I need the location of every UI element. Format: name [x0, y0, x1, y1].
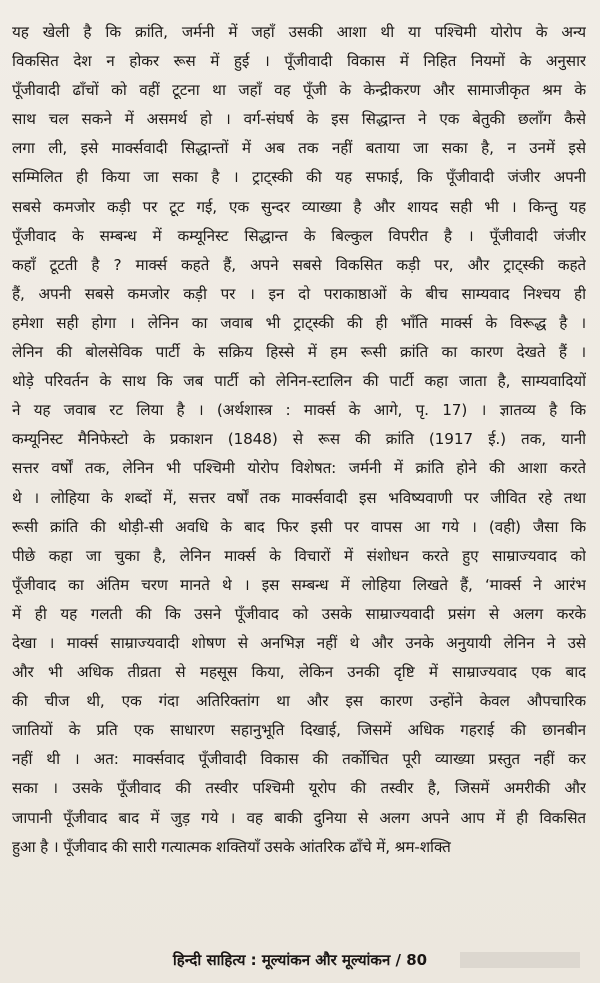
text-line: पूँजीवाद का अंतिम चरण मानते थे । इस सम्बन्ध में लोहिया लिखते हैं, ‘मार्क्स ने आरंभ [12, 575, 586, 594]
text-line: पूँजीवाद के सम्बन्ध में कम्यूनिस्ट सिद्धान्त के बिल्कुल विपरीत है । पूँजीवादी जंजीर [12, 226, 586, 245]
text-line: हैं, अपनी सबसे कमजोर कड़ी पर । इन दो पराकाष्ठाओं के बीच साम्यवाद निश्चय ही [12, 284, 586, 303]
text-line: विकसित देश न होकर रूस में हुई । पूँजीवादी विकास में निहित नियमों के अनुसार [12, 52, 586, 71]
page-footer: हिन्दी साहित्य : मूल्यांकन और मूल्यांकन / 80 [172, 951, 428, 969]
text-line: सत्तर वर्षों तक, लेनिन भी पश्चिमी योरोप विशेषत: जर्मनी में क्रांति होने की आशा करते [12, 459, 586, 478]
text-line: की चीज थी, एक गंदा अतिरिक्तांग था और इस कारण उन्होंने केवल औपचारिक [12, 692, 586, 711]
text-line: यह खेली है कि क्रांति, जर्मनी में जहाँ उसकी आशा थी या पश्चिमी योरोप के अन्य [12, 23, 586, 41]
text-line: थोड़े परिवर्तन के साथ कि जब पार्टी को लेनिन-स्टालिन की पार्टी कहा जाता है, साम्यवादियों [12, 372, 586, 391]
text-line: जापानी पूँजीवाद बाद में जुड़ गये । वह बाकी दुनिया से अलग अपने आप में ही विकसित [12, 808, 586, 827]
text-line: नहीं थी । अत: मार्क्सवाद पूँजीवादी विकास की तर्कोचित पूरी व्याख्या प्रस्तुत नहीं कर [12, 750, 586, 769]
text-line: हमेशा सही होगा । लेनिन का जवाब भी ट्राट्स्की की ही भाँति मार्क्स के विरूद्ध है । [12, 313, 586, 332]
text-line: देखा । मार्क्स साम्राज्यवादी शोषण से अनभिज्ञ नहीं थे और उनके अनुयायी लेनिन ने उसे [12, 633, 586, 652]
body-text [12, 18, 586, 862]
text-line: लगा ली, इसे मार्क्सवादी सिद्धान्तों में अब तक नहीं बताया जा सका है, न उनमें इसे [12, 139, 586, 158]
text-line: सम्मिलित ही किया जा सका है । ट्राट्स्की की यह सफाई, कि पूँजीवादी जंजीर अपनी [12, 168, 586, 187]
text-line: हुआ है । पूँजीवाद की सारी गत्यात्मक शक्तियाँ उसके आंतरिक ढाँचे में, श्रम-शक्ति [12, 837, 451, 856]
text-line: साथ चल सकने में असमर्थ हो । वर्ग-संघर्ष के इस सिद्धान्त ने एक बेतुकी छलाँग कैसे [12, 110, 586, 129]
text-line: कहाँ टूटती है ? मार्क्स कहते हैं, अपने सबसे विकसित कड़ी पर, और ट्राट्स्की कहते [12, 255, 586, 274]
text-line: कम्यूनिस्ट मैनिफेस्टो के प्रकाशन (1848) से रूस की क्रांति (1917 ई.) तक, यानी [12, 430, 586, 449]
text-line: लेनिन की बोलसेविक पार्टी के सक्रिय हिस्से में हम रूसी क्रांति का कारण देखते हैं । [12, 343, 586, 362]
text-line: और भी अधिक तीव्रता से महसूस किया, लेकिन उनकी दृष्टि में साम्राज्यवाद एक बाद [12, 663, 586, 682]
text-line: सका । उसके पूँजीवाद की तस्वीर पश्चिमी यूरोप की तस्वीर है, जिसमें अमरीकी और [12, 779, 586, 798]
text-line: में ही यह गलती की कि उसने पूँजीवाद को उसके साम्राज्यवादी प्रसंग से अलग करके [12, 604, 586, 623]
text-line: थे । लोहिया के शब्दों में, सत्तर वर्षों तक मार्क्सवादी इस भविष्यवाणी पर जीवित रहे तथा [12, 488, 586, 507]
text-line: पीछे कहा जा चुका है, लेनिन मार्क्स के विचारों में संशोधन करते हुए साम्राज्यवाद को [12, 546, 586, 565]
show-through-mark [460, 952, 580, 968]
text-line: सबसे कमजोर कड़ी पर टूट गई, एक सुन्दर व्याख्या है और शायद सही भी । किन्तु यह [12, 197, 586, 216]
text-line: रूसी क्रांति की थोड़ी-सी अवधि के बाद फिर इसी पर वापस आ गये । (वही) जैसा कि [12, 517, 586, 536]
text-line: जातियों के प्रति एक साधारण सहानुभूति दिखाई, जिसमें अधिक गहराई की छानबीन [12, 721, 586, 740]
text-line: पूँजीवादी ढाँचों को वहीं टूटना था जहाँ वह पूँजी के केन्द्रीकरण और सामाजीकृत श्रम के [12, 81, 586, 100]
text-line: ने यह जवाब रट लिया है । (अर्थशास्त्र : मार्क्स के आगे, पृ. 17) । ज्ञातव्य है कि [12, 401, 586, 420]
